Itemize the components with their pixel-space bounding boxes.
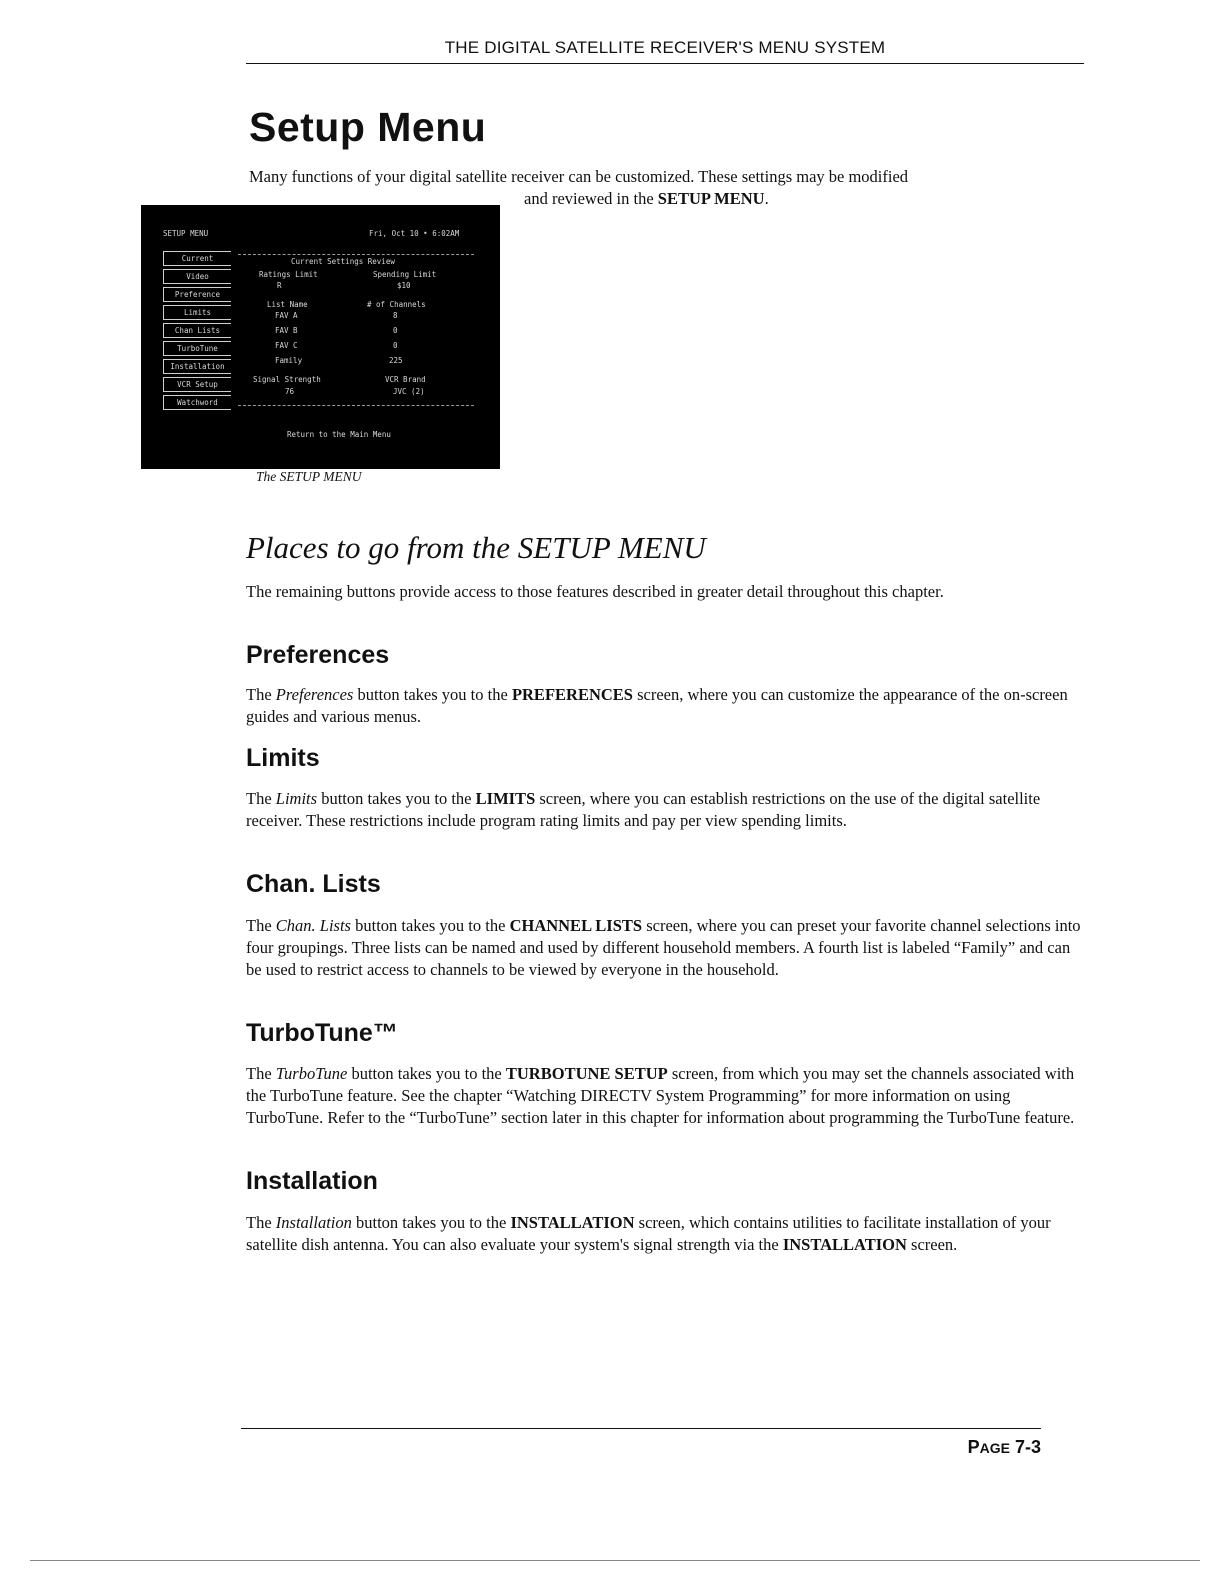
screen-button-vcr-setup: VCR Setup: [163, 377, 231, 392]
turbotune-heading: TurboTune™: [246, 1019, 398, 1047]
text: screen.: [906, 1235, 958, 1254]
list-count: 0: [393, 326, 398, 335]
return-label: Return to the Main Menu: [287, 430, 391, 439]
text: button takes you to the: [350, 916, 510, 935]
header-rule: [246, 63, 1084, 64]
text: button takes you to the: [317, 789, 476, 808]
button-name: TurboTune: [275, 1064, 348, 1083]
page-number: [958, 1437, 1041, 1458]
list-name: Family: [275, 356, 303, 365]
text: button takes you to the: [351, 1213, 511, 1232]
text: The: [246, 685, 276, 704]
text: The: [246, 1064, 276, 1083]
intro-text: and reviewed in the: [524, 189, 658, 208]
ratings-value: R: [277, 281, 282, 290]
ratings-label: Ratings Limit: [259, 270, 318, 279]
text: The: [246, 1213, 276, 1232]
list-count: 8: [393, 311, 398, 320]
screen-button-limits: Limits: [163, 305, 231, 320]
screen-name: INSTALLATION: [782, 1235, 907, 1254]
limits-paragraph: [246, 788, 1084, 832]
setup-menu-screenshot: [141, 205, 500, 469]
page-title: Setup Menu: [249, 104, 487, 150]
channels-label: # of Channels: [367, 300, 426, 309]
screen-name: PREFERENCES: [511, 685, 633, 704]
preferences-paragraph: [246, 684, 1084, 728]
screen-title: SETUP MENU: [163, 229, 209, 238]
preferences-heading: Preferences: [246, 641, 390, 669]
figure-caption: The SETUP MENU: [256, 469, 362, 484]
screen-name: INSTALLATION: [510, 1213, 635, 1232]
scan-edge-line: [30, 1560, 1200, 1561]
installation-paragraph: [246, 1212, 1084, 1256]
section-heading: Places to go from the SETUP MENU: [246, 530, 706, 565]
button-name: Chan. Lists: [275, 916, 351, 935]
screen-button-watchword: Watchword: [163, 395, 231, 410]
screen-datetime: Fri, Oct 10 • 6:02AM: [369, 229, 460, 238]
list-name: FAV B: [275, 326, 298, 335]
list-count: 0: [393, 341, 398, 350]
signal-label: Signal Strength: [253, 375, 321, 384]
chan-lists-heading: Chan. Lists: [246, 870, 381, 898]
text: The: [246, 789, 276, 808]
button-name: Limits: [275, 789, 318, 808]
list-name-label: List Name: [267, 300, 308, 309]
spending-label: Spending Limit: [373, 270, 437, 279]
page-label-small: AGE: [979, 1440, 1010, 1456]
vcr-label: VCR Brand: [385, 375, 426, 384]
page-label: P: [967, 1437, 980, 1457]
turbotune-paragraph: [246, 1063, 1084, 1129]
screen-button-chan-lists: Chan Lists: [163, 323, 231, 338]
list-name: FAV A: [275, 311, 298, 320]
button-name: Preferences: [275, 685, 354, 704]
screen-button-turbotune: TurboTune: [163, 341, 231, 356]
page-number-value: 7-3: [1009, 1437, 1041, 1457]
intro-line-1: Many functions of your digital satellite receiver can be customized. These settings may be modified: [249, 167, 909, 186]
screen-button-current: Current: [163, 251, 231, 266]
text: screen, where you can preset your favorite channel selections into four groupings. Three lists can be named and used by different household members. A fourth list is labeled “Family” and can be used to restrict access to channels to be viewed by everyone in the household.: [246, 916, 1081, 979]
intro-emphasis: SETUP MENU: [657, 189, 765, 208]
text: screen, where you can establish restrictions on the use of the digital satellite receiver. These restrictions include program rating limits and pay per view spending limits.: [246, 789, 1041, 830]
vcr-value: JVC (2): [393, 387, 425, 396]
spending-value: $10: [397, 281, 411, 290]
installation-heading: Installation: [246, 1167, 378, 1195]
limits-heading: Limits: [246, 744, 320, 772]
screen-button-installation: Installation: [163, 359, 231, 374]
places-paragraph: The remaining buttons provide access to those features described in greater detail throughout this chapter.: [246, 582, 944, 601]
chan-lists-paragraph: [246, 915, 1084, 981]
text: The: [246, 916, 276, 935]
text: screen, which contains utilities to facilitate installation of your satellite dish antenna. You can also evaluate your system's signal strength via the: [246, 1213, 1051, 1254]
screen-button-video: Video: [163, 269, 231, 284]
button-name: Installation: [275, 1213, 352, 1232]
signal-value: 76: [285, 387, 295, 396]
screen-button-preference: Preference: [163, 287, 231, 302]
intro-text: .: [764, 189, 769, 208]
screen-name: TURBOTUNE SETUP: [505, 1064, 668, 1083]
list-name: FAV C: [275, 341, 298, 350]
text: button takes you to the: [353, 685, 512, 704]
intro-paragraph: [249, 166, 1069, 210]
screen-name: LIMITS: [475, 789, 536, 808]
footer-rule: [241, 1428, 1041, 1429]
review-header: Current Settings Review: [291, 257, 395, 266]
running-head: THE DIGITAL SATELLITE RECEIVER'S MENU SYSTEM: [444, 38, 886, 57]
text: button takes you to the: [347, 1064, 506, 1083]
list-count: 225: [389, 356, 403, 365]
text: screen, where you can customize the appearance of the on-screen guides and various menus.: [246, 685, 1068, 726]
screen-name: CHANNEL LISTS: [509, 916, 643, 935]
text: screen, from which you may set the channels associated with the TurboTune feature. See the chapter “Watching DIRECTV System Programming” for more information on using TurboTune. Refer to the “TurboTune” section later in this chapter for information about programming the TurboTune feature.: [246, 1064, 1075, 1127]
